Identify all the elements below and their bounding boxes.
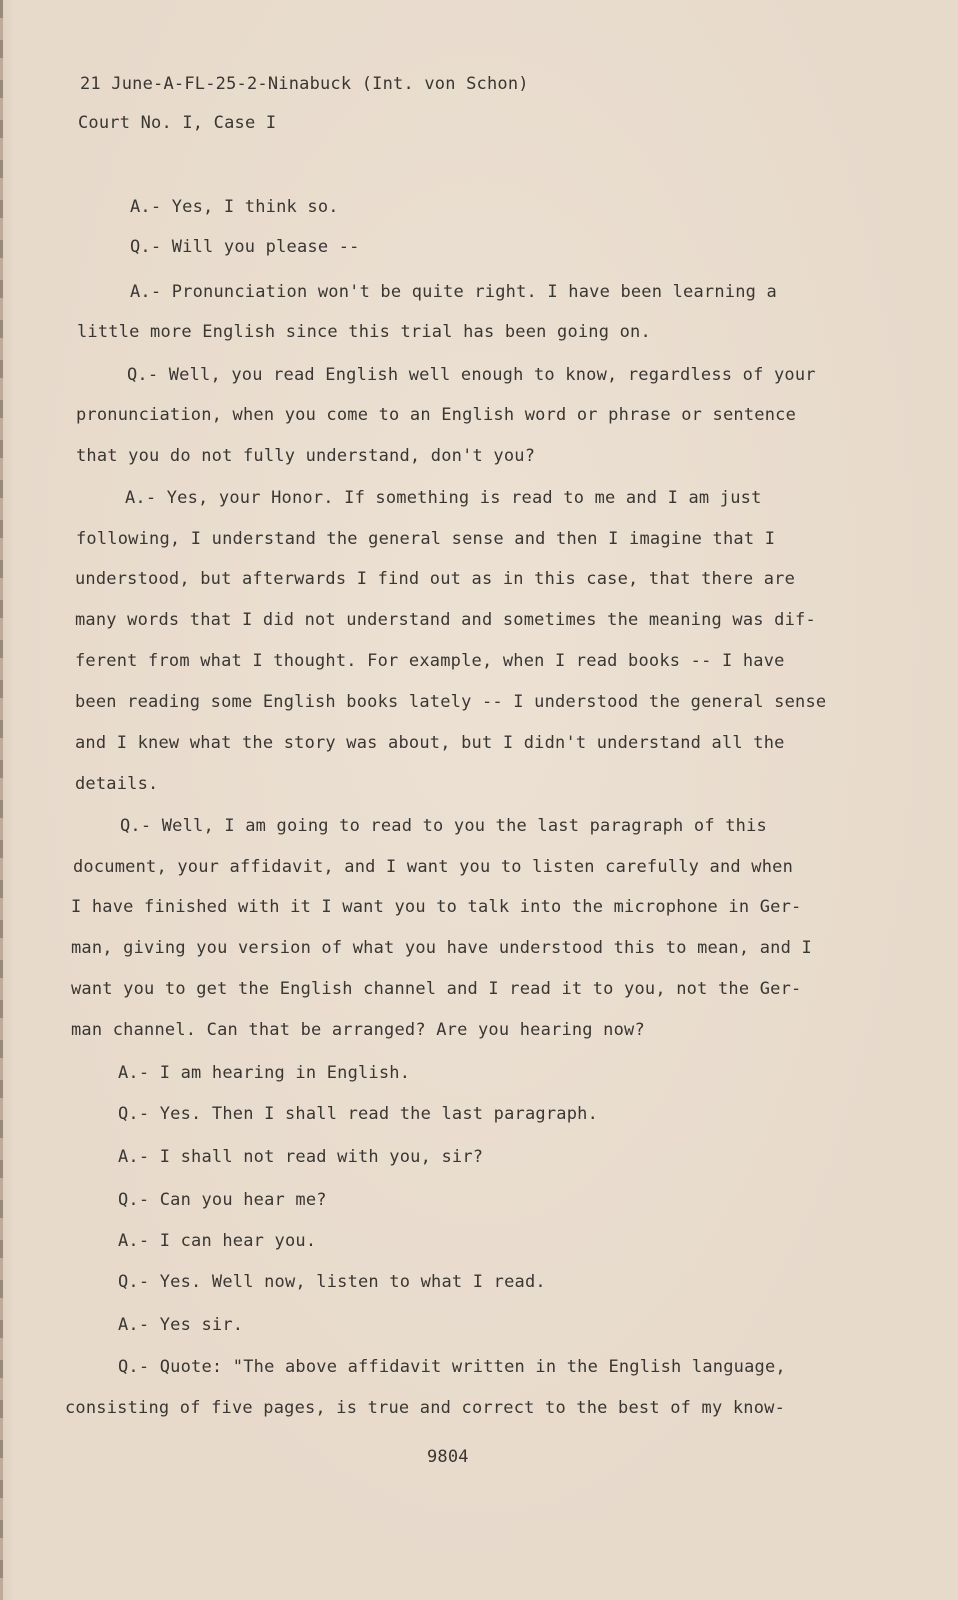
transcript-line: A.- Yes, I think so.	[130, 197, 339, 217]
transcript-line: understood, but afterwards I find out as in this case, that there are	[75, 569, 796, 589]
transcript-line: following, I understand the general sense and then I imagine that I	[76, 529, 776, 549]
transcript-line: A.- Pronunciation won't be quite right. I have been learning a	[130, 282, 777, 302]
transcript-line: document, your affidavit, and I want you to listen carefully and when	[73, 857, 794, 877]
transcript-line: A.- I can hear you.	[118, 1231, 317, 1251]
header-case-line: 21 June-A-FL-25-2-Ninabuck (Int. von Schon)	[80, 74, 529, 94]
transcript-line: Q.- Well, I am going to read to you the last paragraph of this	[120, 816, 767, 836]
transcript-line: Q.- Can you hear me?	[118, 1190, 327, 1210]
transcript-line: Q.- Will you please --	[130, 237, 360, 257]
transcript-line: want you to get the English channel and I read it to you, not the Ger-	[71, 979, 802, 999]
transcript-line: I have finished with it I want you to talk into the microphone in Ger-	[71, 897, 802, 917]
transcript-line: little more English since this trial has been going on.	[77, 322, 651, 342]
transcript-line: consisting of five pages, is true and correct to the best of my know-	[65, 1398, 786, 1418]
transcript-line: that you do not fully understand, don't you?	[76, 446, 536, 466]
transcript-line: A.- Yes, your Honor. If something is read to me and I am just	[125, 488, 762, 508]
transcript-line: A.- I shall not read with you, sir?	[118, 1147, 484, 1167]
header-court-line: Court No. I, Case I	[78, 113, 277, 133]
transcript-line: and I knew what the story was about, but I didn't understand all the	[75, 733, 785, 753]
transcript-line: Q.- Yes. Then I shall read the last paragraph.	[118, 1104, 599, 1124]
transcript-line: many words that I did not understand and sometimes the meaning was dif-	[75, 610, 816, 630]
binding-edge	[0, 0, 3, 1600]
transcript-line: man channel. Can that be arranged? Are you hearing now?	[71, 1020, 645, 1040]
transcript-line: Q.- Quote: "The above affidavit written in the English language,	[118, 1357, 786, 1377]
page-number: 9804	[427, 1447, 469, 1467]
transcript-line: pronunciation, when you come to an English word or phrase or sentence	[76, 405, 797, 425]
transcript-line: ferent from what I thought. For example, when I read books -- I have	[75, 651, 785, 671]
transcript-line: details.	[75, 774, 159, 794]
transcript-line: Q.- Well, you read English well enough to know, regardless of your	[127, 365, 816, 385]
transcript-line: A.- I am hearing in English.	[118, 1063, 411, 1083]
transcript-line: man, giving you version of what you have understood this to mean, and I	[71, 938, 812, 958]
transcript-line: been reading some English books lately -- I understood the general sense	[75, 692, 827, 712]
transcript-line: Q.- Yes. Well now, listen to what I read.	[118, 1272, 546, 1292]
transcript-line: A.- Yes sir.	[118, 1315, 244, 1335]
